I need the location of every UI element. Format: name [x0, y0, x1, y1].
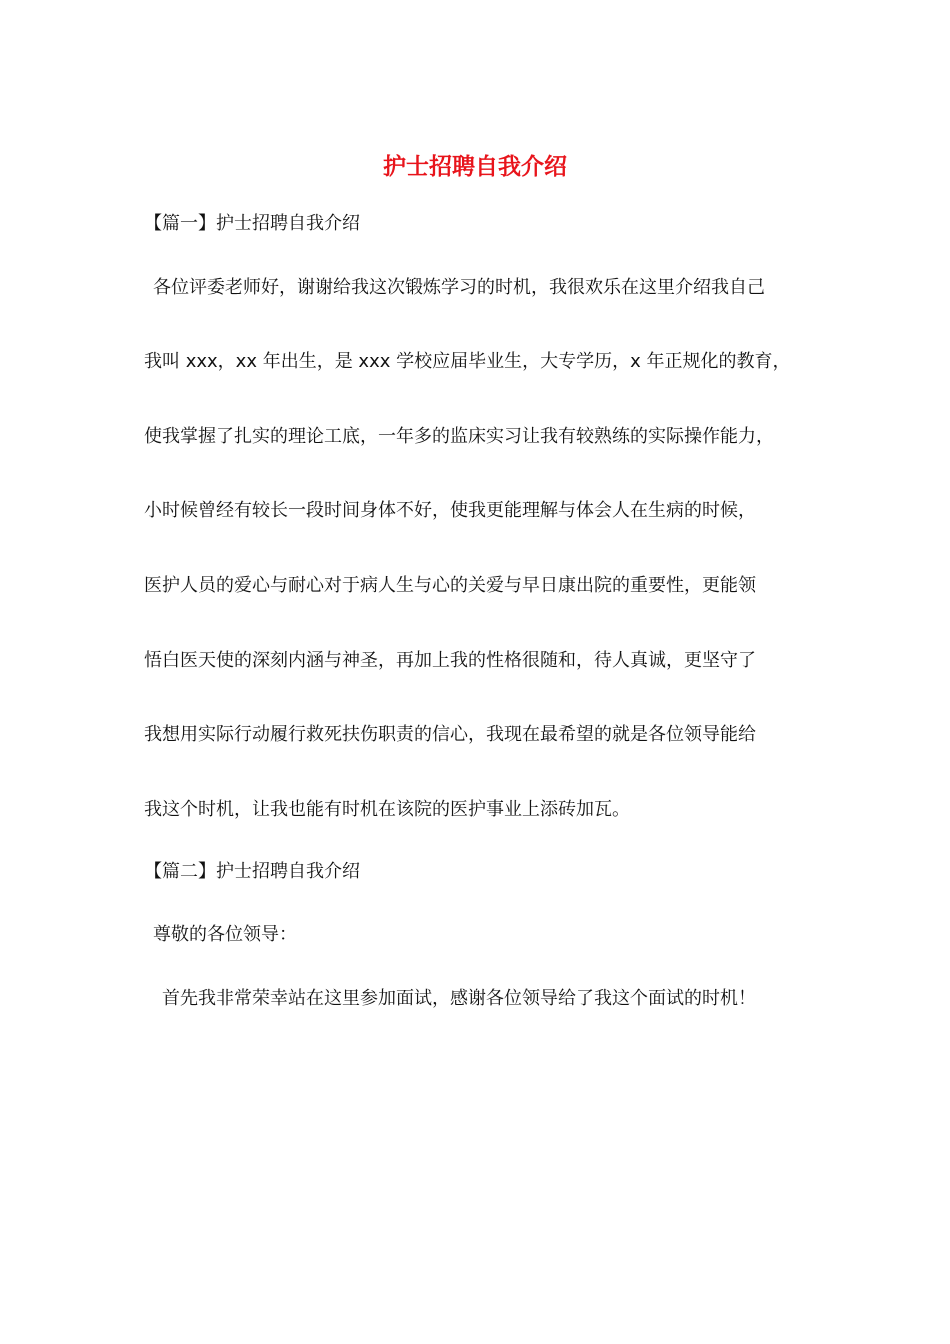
- section1-heading: 【篇一】护士招聘自我介绍: [144, 213, 360, 234]
- section1-line-6: 悟白医天使的深刻内涵与神圣，再加上我的性格很随和，待人真诚，更坚守了: [144, 650, 756, 671]
- section2-line-1: 首先我非常荣幸站在这里参加面试，感谢各位领导给了我这个面试的时机！: [162, 988, 756, 1009]
- section1-line-7: 我想用实际行动履行救死扶伤职责的信心，我现在最希望的就是各位领导能给: [144, 724, 756, 745]
- section1-line-2: 我叫 xxx，xx 年出生，是 xxx 学校应届毕业生，大专学历，x 年正规化的教育，: [144, 351, 791, 372]
- section1-line-4: 小时候曾经有较长一段时间身体不好，使我更能理解与体会人在生病的时候，: [144, 500, 756, 521]
- section1-line-1: 各位评委老师好，谢谢给我这次锻炼学习的时机，我很欢乐在这里介绍我自己: [153, 277, 765, 298]
- document-title: 护士招聘自我介绍: [383, 153, 567, 180]
- section2-heading: 【篇二】护士招聘自我介绍: [144, 861, 360, 882]
- section2-salutation: 尊敬的各位领导：: [153, 924, 297, 945]
- section1-line-5: 医护人员的爱心与耐心对于病人生与心的关爱与早日康出院的重要性，更能领: [144, 575, 756, 596]
- section1-line-8: 我这个时机，让我也能有时机在该院的医护事业上添砖加瓦。: [144, 799, 630, 820]
- section1-line-3: 使我掌握了扎实的理论工底，一年多的监床实习让我有较熟练的实际操作能力，: [144, 426, 774, 447]
